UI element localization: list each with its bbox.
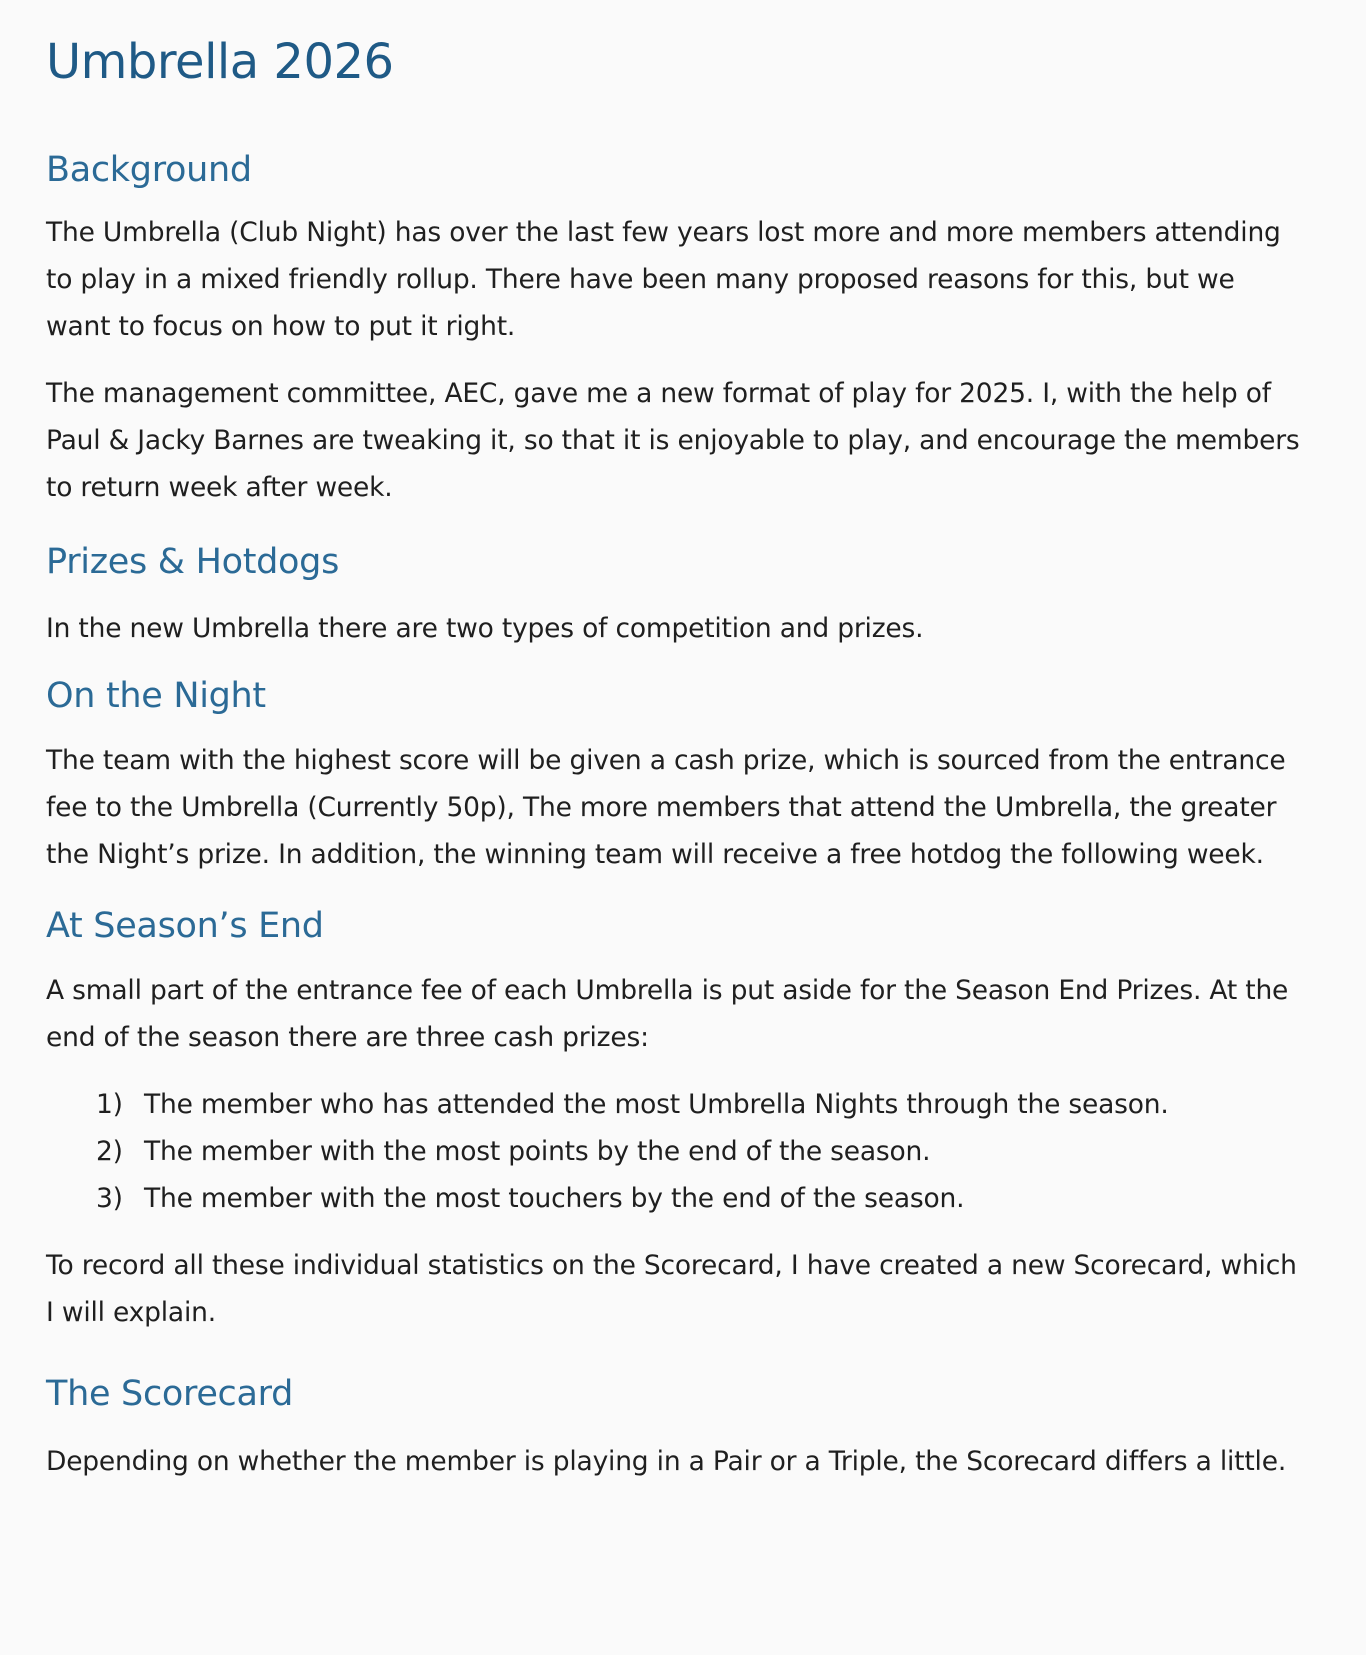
list-item — [46, 1175, 1306, 1222]
list-item — [46, 1128, 1306, 1175]
prizes-paragraph: In the new Umbrella there are two types of competition and prizes. — [46, 613, 924, 644]
on-the-night-paragraph: The team with the highest score will be given a cash prize, which is sourced from the entrance fee to the Umbrella (Currently 50p), The more members that attend the Umbrella, the greater the Night’s prize. In addition, the winning team will receive a free hotdog the following week. — [46, 745, 1286, 870]
background-paragraph-2: The management committee, AEC, gave me a new format of play for 2025. I, with the help of Paul & Jacky Barnes are tweaking it, so that it is enjoyable to play, and encourage the members to return week after week. — [46, 378, 1300, 503]
scorecard-heading: The Scorecard — [46, 1374, 294, 1414]
document-title: Umbrella 2026 — [46, 34, 394, 90]
list-item-number: 3) — [96, 1183, 123, 1214]
list-item-text: The member with the most points by the end of the season. — [144, 1136, 931, 1167]
list-item — [46, 1081, 1306, 1128]
list-item-text: The member who has attended the most Umbrella Nights through the season. — [144, 1089, 1169, 1120]
prizes-heading: Prizes & Hotdogs — [46, 542, 340, 582]
season-end-paragraph: A small part of the entrance fee of each Umbrella is put aside for the Season End Prizes. At the end of the season there are three cash prizes: — [46, 975, 1289, 1053]
season-end-heading: At Season’s End — [46, 906, 324, 946]
list-item-text: The member with the most touchers by the end of the season. — [144, 1183, 965, 1214]
background-heading: Background — [46, 150, 252, 190]
scorecard-paragraph: Depending on whether the member is playing in a Pair or a Triple, the Scorecard differs a little. — [46, 1446, 1287, 1477]
list-item-number: 2) — [96, 1136, 123, 1167]
record-paragraph: To record all these individual statistics on the Scorecard, I have created a new Scorecard, which I will explain. — [46, 1250, 1297, 1328]
season-prize-list — [46, 1081, 1306, 1222]
on-the-night-heading: On the Night — [46, 676, 266, 716]
list-item-number: 1) — [96, 1089, 123, 1120]
background-paragraph-1: The Umbrella (Club Night) has over the last few years lost more and more members attending to play in a mixed friendly rollup. There have been many proposed reasons for this, but we want to focus on how to put it right. — [46, 217, 1281, 342]
